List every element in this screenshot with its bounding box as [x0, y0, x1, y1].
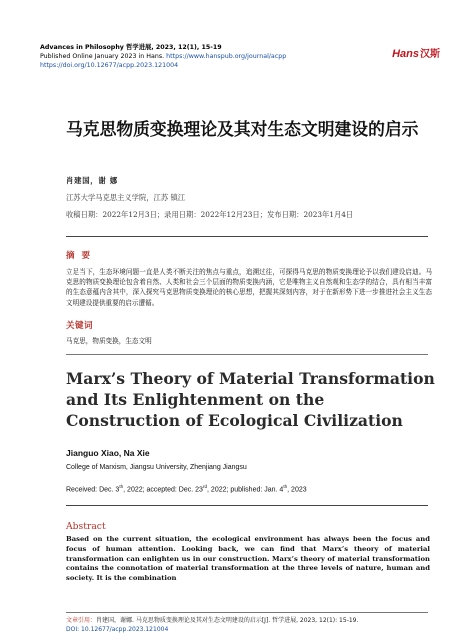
- citation-doi[interactable]: DOI: 10.12677/acpp.2023.121004: [66, 625, 169, 633]
- divider-lower: [66, 505, 428, 506]
- citation-line: [66, 617, 358, 626]
- logo-text: Hans: [392, 48, 419, 60]
- published-sup: th: [283, 484, 288, 489]
- abstract-heading-en: Abstract: [66, 521, 106, 532]
- dates-cn: 收稿日期：2022年12月3日；录用日期：2022年12月23日；发布日期：2023年1月4日: [66, 210, 354, 219]
- affiliation-en: College of Marxism, Jiangsu University, Zhenjiang Jiangsu: [66, 464, 247, 471]
- published-line: [40, 53, 440, 62]
- accepted-date: , 2022; accepted: Dec. 23: [123, 486, 203, 494]
- citation-label: 文章引用：: [66, 617, 97, 624]
- paper-title-cn: 马克思物质变换理论及其对生态文明建设的启示: [66, 119, 419, 139]
- citation-text: 肖建国，谢娜. 马克思物质变换理论及其对生态文明建设的启示[J]. 哲学进展, 2023, 12(1): 15-19.: [96, 617, 359, 624]
- published-year: , 2023: [287, 486, 307, 494]
- abstract-heading-cn: 摘 要: [66, 251, 92, 261]
- logo-cn: 汉斯: [420, 49, 440, 60]
- dates-en: [66, 484, 307, 493]
- journal-line: Advances in Philosophy 哲学进展, 2023, 12(1), 15-19: [40, 44, 222, 51]
- divider-top: [66, 236, 428, 237]
- abstract-text-en: Based on the current situation, the ecological environment has always been the focus and focus of human attention. Looking back, we can find that Marx’s theory of material transformation can enlighten us in our construction. Marx’s theory of material transformation contains the connotation of material transformation at the three levels of nature, human and society. It is the combination: [66, 535, 430, 583]
- doi-link[interactable]: https://doi.org/10.12677/acpp.2023.121004: [40, 61, 179, 69]
- divider-middle: [66, 354, 428, 355]
- paper-title-en: Marx’s Theory of Material Transformation and Its Enlightenment on the Construction of Ecological Civilization: [66, 369, 435, 430]
- authors-cn: 肖建国，谢 娜: [66, 176, 118, 185]
- divider-bottom: [66, 612, 428, 613]
- published-date: , 2022; published: Jan. 4: [207, 486, 284, 494]
- journal-header: [40, 44, 440, 70]
- received-sup: th: [119, 484, 124, 489]
- accepted-sup: rd: [202, 484, 208, 489]
- hans-logo: [392, 45, 440, 60]
- published-prefix: Published Online January 2023 in Hans.: [40, 52, 167, 60]
- journal-link[interactable]: https://www.hanspub.org/journal/acpp: [166, 52, 287, 60]
- keywords-text-cn: 马克思，物质变换，生态文明: [66, 337, 152, 345]
- keywords-heading-cn: 关键词: [66, 321, 94, 331]
- abstract-text-cn: 立足当下，生态环境问题一直是人类不断关注的焦点与重点，追溯过往，可探得马克思的物质变换理论予以我们建设启迪。马克思的物质变换理论包含着自然、人类和社会三个层面的物质变换内涵，它是唯物主义自然观和生态学的结合，具有相当丰富的生态意蕴内含其中，深入探究马克思物质变换理论的核心思想，把握其深刻内容，对于在新形势下进一步推进社会主义生态文明建设提供重要的启示遭循。: [66, 268, 432, 307]
- authors-en: Jianguo Xiao, Na Xie: [66, 448, 150, 458]
- citation-block: [66, 617, 358, 634]
- affiliation-cn: 江苏大学马克思主义学院，江苏 镇江: [66, 193, 186, 202]
- received-date: Received: Dec. 3: [66, 486, 120, 494]
